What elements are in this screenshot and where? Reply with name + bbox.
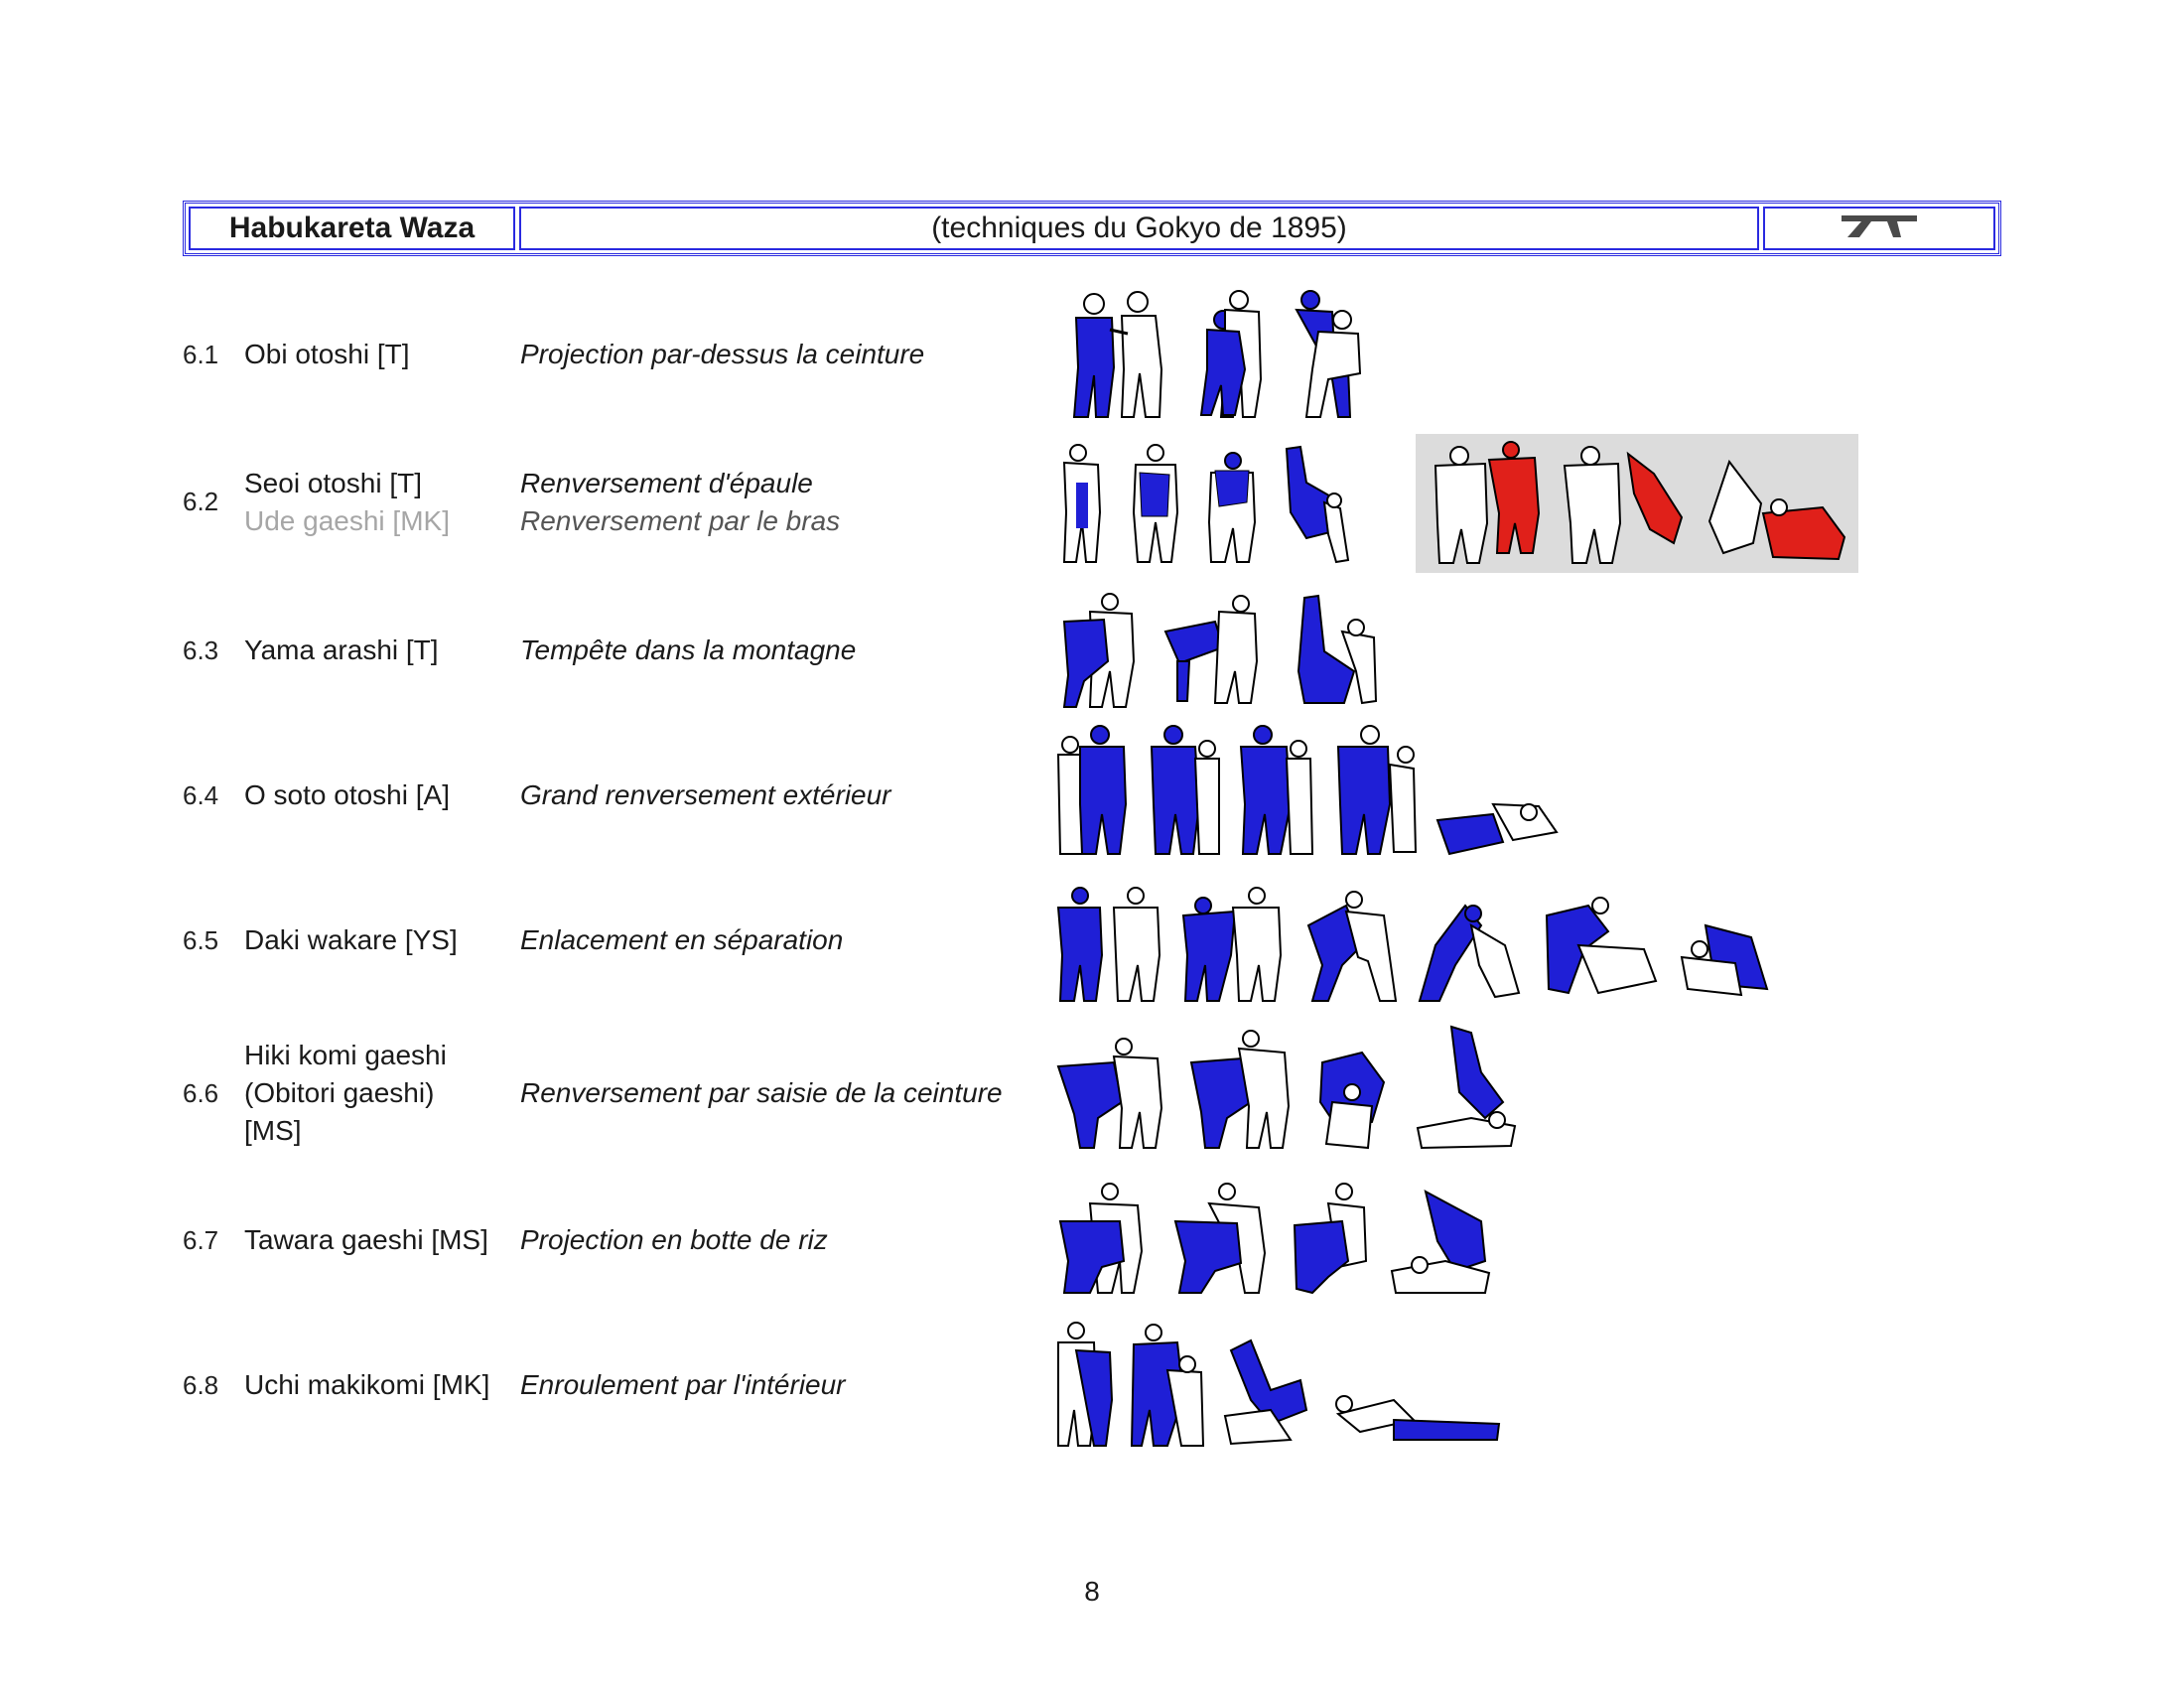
judo-figure-illustration: [1539, 886, 1662, 1005]
technique-name: Obi otoshi [T]: [244, 339, 410, 369]
technique-name: Seoi otoshi [T]: [244, 468, 422, 498]
black-belt-icon: [1838, 208, 1921, 249]
judo-figure-illustration: [1285, 592, 1384, 711]
technique-number: 6.8: [183, 1370, 219, 1400]
technique-name-alt: (Obitori gaeshi): [244, 1077, 435, 1108]
technique-name: Hiki komi gaeshi: [244, 1040, 447, 1070]
technique-description: Renversement par saisie de la ceinture: [520, 1077, 1003, 1108]
judo-figure-illustration: [1128, 1321, 1207, 1450]
technique-illustrations: [1054, 1182, 1501, 1297]
judo-figure-illustration: [1179, 886, 1289, 1005]
technique-number: 6.3: [183, 635, 219, 665]
section-subtitle: (techniques du Gokyo de 1895): [519, 207, 1759, 250]
judo-figure-illustration: [1187, 1023, 1298, 1152]
judo-figure-illustration: [1199, 443, 1263, 566]
technique-description: Tempête dans la montagne: [520, 634, 857, 665]
technique-name: Tawara gaeshi [MS]: [244, 1224, 488, 1255]
red-white-judo-sequence: [1416, 434, 1858, 573]
judo-figure-illustration: [1412, 1023, 1529, 1152]
technique-row-6-1: [183, 290, 2069, 429]
judo-figure-illustration: [1160, 592, 1271, 711]
judo-figure-illustration: [1676, 886, 1773, 1005]
technique-number: 6.4: [183, 780, 219, 810]
technique-number: 6.2: [183, 487, 219, 516]
technique-name: Uchi makikomi [MK]: [244, 1369, 490, 1400]
judo-figure-illustration: [1126, 443, 1185, 566]
technique-row-6-8: [183, 1321, 2069, 1454]
technique-description: Projection par-dessus la ceinture: [520, 339, 925, 369]
technique-number: 6.5: [183, 925, 219, 955]
judo-figure-illustration: [1144, 725, 1223, 858]
judo-figure-illustration: [1171, 1182, 1275, 1297]
judo-figure-illustration: [1054, 1023, 1173, 1152]
technique-name: Yama arashi [T]: [244, 634, 439, 665]
technique-illustrations: [1054, 290, 1368, 421]
technique-row-6-5: [183, 874, 2069, 1013]
judo-figure-illustration: [1289, 1182, 1372, 1297]
judo-figure-illustration: [1416, 886, 1525, 1005]
judo-figure-illustration: [1054, 290, 1181, 421]
judo-figure-illustration: [1330, 725, 1420, 858]
technique-illustrations: [1054, 725, 1563, 858]
section-header: [183, 201, 2001, 256]
technique-name: Daki wakare [YS]: [244, 924, 458, 955]
page-number: 8: [1084, 1576, 1100, 1607]
judo-figure-illustration: [1386, 1182, 1501, 1297]
technique-name-alt: Ude gaeshi [MK]: [244, 505, 450, 536]
technique-row-6-7: [183, 1178, 2069, 1309]
judo-figure-illustration: [1054, 886, 1165, 1005]
technique-description: Enroulement par l'intérieur: [520, 1369, 846, 1400]
judo-figure-illustration: [1302, 886, 1402, 1005]
judo-figure-illustration: [1054, 725, 1130, 858]
judo-figure-illustration: [1221, 1321, 1310, 1450]
judo-figure-illustration: [1289, 290, 1368, 421]
judo-figure-illustration: [1324, 1321, 1503, 1450]
judo-figure-illustration: [1237, 725, 1316, 858]
technique-row-6-4: [183, 725, 2069, 864]
technique-name: O soto otoshi [A]: [244, 779, 450, 810]
judo-figure-illustration: [1054, 1182, 1158, 1297]
technique-number: 6.7: [183, 1225, 219, 1255]
belt-cell: [1763, 207, 1995, 250]
alternate-technique-panel: [1416, 434, 1858, 573]
technique-illustrations: [1054, 1321, 1503, 1450]
technique-illustrations: [1054, 443, 1356, 566]
judo-figure-illustration: [1054, 592, 1146, 711]
judo-figure-illustration: [1277, 443, 1356, 566]
technique-illustrations: [1054, 886, 1773, 1005]
technique-description: Grand renversement extérieur: [520, 779, 891, 810]
technique-description-alt: Renversement par le bras: [520, 505, 841, 536]
technique-name-code: [MS]: [244, 1115, 302, 1146]
technique-description: Enlacement en séparation: [520, 924, 844, 955]
technique-number: 6.6: [183, 1078, 219, 1108]
judo-figure-illustration: [1312, 1023, 1398, 1152]
judo-figure-illustration: [1054, 443, 1112, 566]
technique-description: Projection en botte de riz: [520, 1224, 828, 1255]
technique-number: 6.1: [183, 340, 219, 369]
technique-illustrations: [1054, 592, 1384, 711]
technique-row-6-3: [183, 586, 2069, 715]
judo-figure-illustration: [1433, 725, 1563, 858]
judo-figure-illustration: [1054, 1321, 1114, 1450]
judo-figure-illustration: [1195, 290, 1275, 421]
section-title: Habukareta Waza: [189, 207, 515, 250]
technique-description: Renversement d'épaule: [520, 468, 813, 498]
technique-row-6-6: [183, 1023, 2069, 1172]
technique-illustrations: [1054, 1023, 1529, 1152]
